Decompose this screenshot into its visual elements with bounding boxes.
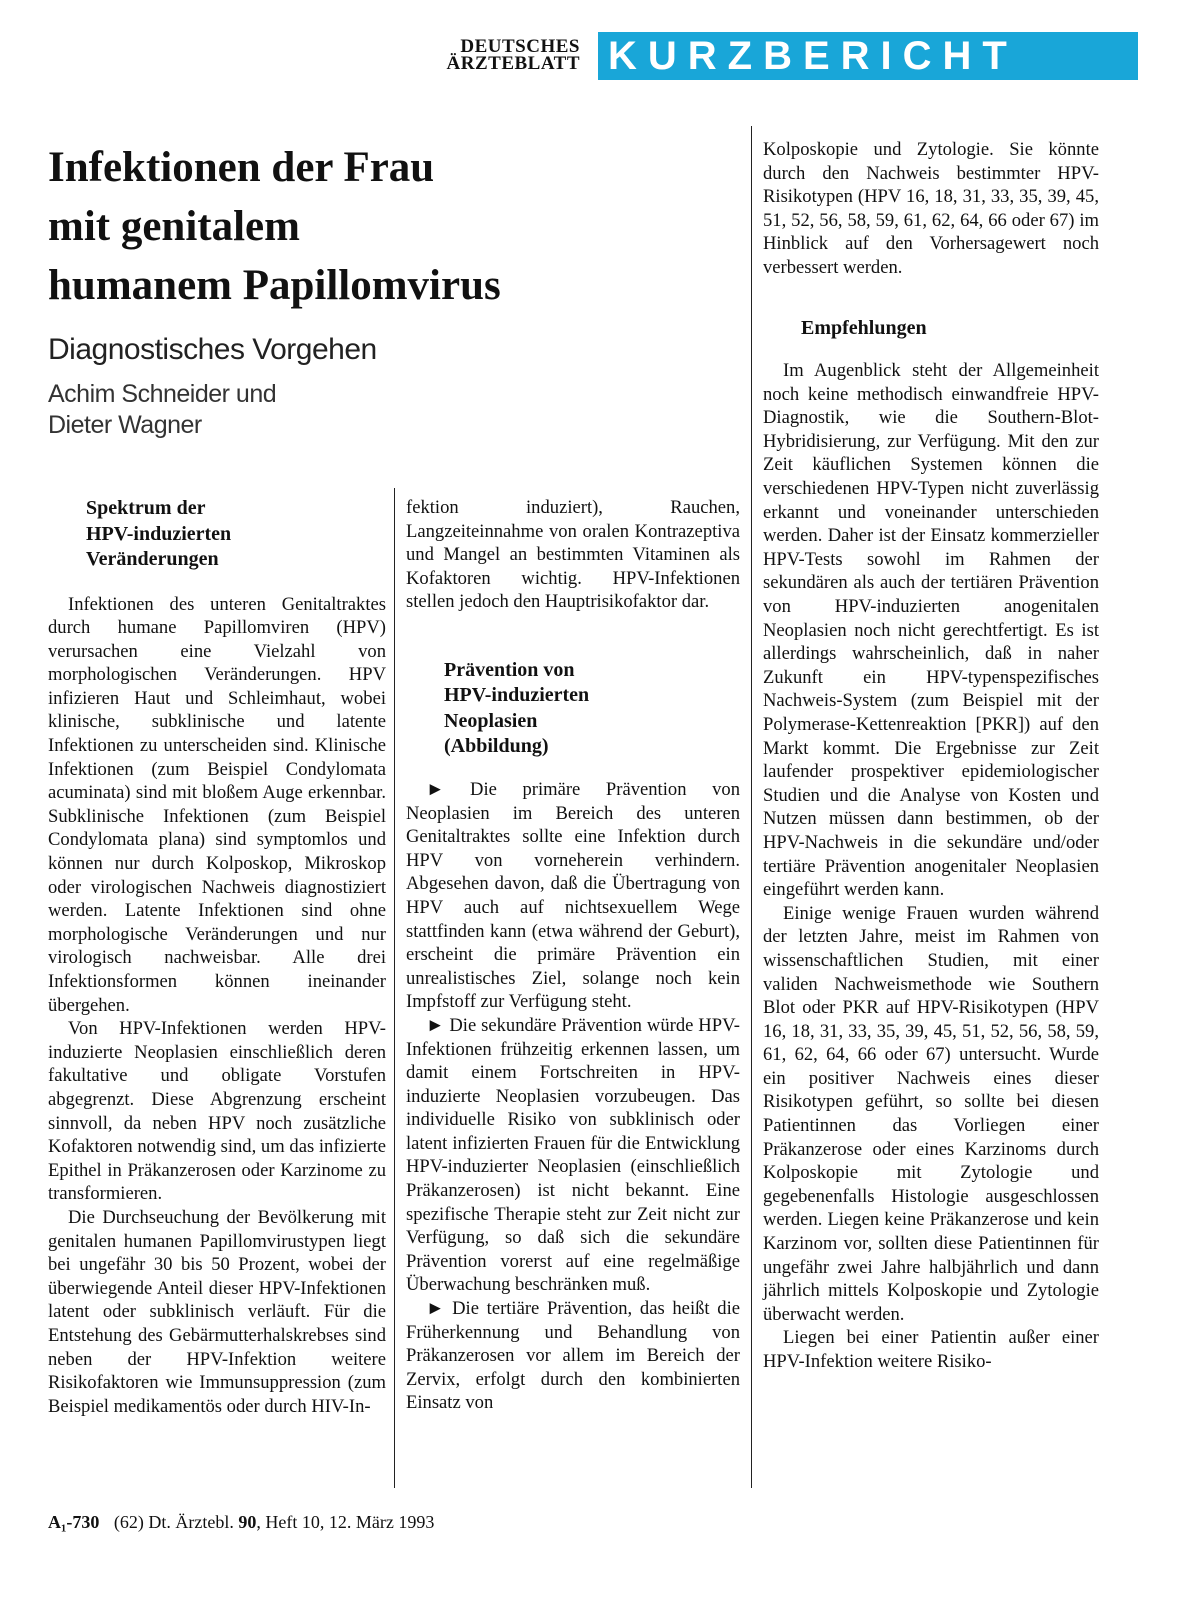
text-column-2 <box>406 496 740 1415</box>
triangle-bullet-icon: ► <box>426 1298 445 1320</box>
author-line-2: Dieter Wagner <box>48 411 202 439</box>
heading-line-3: Veränderungen <box>86 548 219 570</box>
author-list <box>48 379 748 441</box>
masthead-line-1: DEUTSCHES <box>460 36 580 57</box>
issue-date: , Heft 10, 12. März 1993 <box>256 1512 435 1532</box>
section-heading-spektrum <box>48 496 386 573</box>
triangle-bullet-icon: ► <box>426 778 445 800</box>
paragraph-text: Die sekundäre Prävention würde HPV-Infektionen frühzeitig erkennen lassen, um damit einem Fortschreiten in HPV-induzierte Neoplasien vorzubeugen. Das individuelle Risiko von subklinisch oder latent infizierten Frauen für die Entwicklung HPV-induzierter Neoplasien (einschließlich Präkanzerosen) ist nicht bekannt. Eine spezifische Therapie steht zur Zeit nicht zur Verfügung, so daß sich die sekundäre Prävention vorerst auf eine regelmäßige Überwachung beschränken muß. <box>406 1014 740 1296</box>
triangle-bullet-icon: ► <box>426 1014 445 1036</box>
paragraph: Die Durchseuchung der Bevölkerung mit genitalen humanen Papillomvirustypen liegt bei ungefähr 30 bis 50 Prozent, wobei der überwiegende Anteil dieser HPV-Infektionen latent oder subklinisch verläuft. Für die Entstehung des Gebärmutterhalskrebses sind neben der HPV-Infektion weitere Risikofaktoren wie Immunsuppression (zum Beispiel medikamentös oder durch HIV-In- <box>48 1206 386 1417</box>
heading-line-1: Prävention von <box>444 658 575 681</box>
masthead-line-2: ÄRZTEBLATT <box>446 53 580 74</box>
paragraph-tertiary-prevention <box>406 1297 740 1415</box>
page-footer <box>48 1512 748 1533</box>
paragraph: Infektionen des unteren Genitaltraktes durch humane Papillomviren (HPV) verursachen eine Vielzahl von morphologischen Veränderungen. HPV infizieren Haut und Schleimhaut, wobei klinische, subklinische und latente Infektionen zu unterscheiden sind. Klinische Infektionen (zum Beispiel Condylomata acuminata) sind mit bloßem Auge erkennbar. Subklinische Infektionen (zum Beispiel Condylomata plana) sind symptomlos und können nur durch Kolposkop, Mikroskop oder virologischen Nachweis diagnostiziert werden. Latente Infektionen sind ohne morphologische Veränderungen und nur virologisch nachweisbar. Alle drei Infektionsformen können ineinander übergehen. <box>48 593 386 1016</box>
text-column-1 <box>48 496 386 1418</box>
paragraph: Im Augenblick steht der Allgemeinheit noch keine methodisch einwandfreie HPV-Diagnostik, wie die Southern-Blot-Hybridisierung, zur Verfügung. Mit den zur Zeit käuflichen Systemen können die verschiedenen HPV-Typen nicht zuverlässig erkannt und voneinander unterschieden werden. Daher ist der Einsatz kommerzieller HPV-Tests sowohl im Rahmen der sekundären als auch der tertiären Prävention von HPV-induzierten anogenitalen Neoplasien noch nicht gerechtfertigt. Es ist allerdings wahrscheinlich, daß in naher Zukunft ein HPV-typenspezifisches Nachweis-System (zum Beispiel mit der Polymerase-Kettenreaktion [PKR]) auf den Markt kommt. Die Ergebnisse zur Zeit laufender prospektiver epidemiologischer Studien und die Analyse von Kosten und Nutzen müssen dann bestimmen, ob der HPV-Nachweis in die sekundäre und/oder tertiäre Prävention anogenitaler Neoplasien eingeführt werden kann. <box>763 360 1099 901</box>
article-subtitle: Diagnostisches Vorgehen <box>48 333 377 366</box>
heading-line-2: HPV-induzierten <box>86 522 232 545</box>
author-line-1: Achim Schneider und <box>48 380 277 408</box>
section-heading-praevention <box>406 658 740 760</box>
heading-line-2: HPV-induzierten <box>444 684 590 707</box>
section-heading-empfehlungen: Empfehlungen <box>801 316 927 339</box>
article-title <box>48 138 748 315</box>
paragraph-secondary-prevention <box>406 1014 740 1297</box>
title-block <box>48 138 748 441</box>
paragraph-text: Die primäre Prävention von Neoplasien im Bereich des unteren Genitaltraktes sollte eine Infektion durch HPV von vorneherein verhindern. Abgesehen davon, daß die Übertragung von HPV auch auf nichtsexuellem Wege stattfinden kann (etwa während der Geburt), erscheint die primäre Prävention ein unrealistisches Ziel, solange noch kein Impfstoff zur Verfügung steht. <box>406 778 740 1013</box>
heading-line-3: Neoplasien <box>444 709 538 732</box>
paragraph-continued: fektion induziert), Rauchen, Langzeiteinnahme von oralen Kontrazeptiva und Mangel an bestimmten Vitaminen als Kofaktoren wichtig. HPV-Infektionen stellen jedoch den Hauptrisikofaktor dar. <box>406 497 740 613</box>
title-line-3: humanem Papillomvirus <box>48 262 501 309</box>
paragraph: Von HPV-Infektionen werden HPV-induzierte Neoplasien einschließlich deren fakultative und obligate Vorstufen abgegrenzt. Diese Abgrenzung erscheint sinnvoll, da neben HPV noch zusätzliche Kofaktoren notwendig sind, um das infizierte Epithel in Präkanzerosen oder Karzinome zu transformieren. <box>48 1018 386 1205</box>
title-line-2: mit genitalem <box>48 203 300 250</box>
text-column-3 <box>763 138 1099 1374</box>
page-header <box>0 0 1178 100</box>
paragraph-continued: Kolposkopie und Zytologie. Sie könnte durch den Nachweis bestimmter HPV-Risikotypen (HPV 16, 18, 31, 33, 35, 39, 45, 51, 52, 56, 58, 59, 61, 62, 64, 66 oder 67) im Hinblick auf den Vorhersagewert noch verbessert werden. <box>763 139 1099 278</box>
column-divider-right <box>751 126 752 1488</box>
paragraph: Liegen bei einer Patientin außer einer HPV-Infektion weitere Risiko- <box>763 1327 1099 1372</box>
heading-line-1: Spektrum der <box>86 497 206 519</box>
volume-number: 90 <box>238 1512 257 1532</box>
paragraph: Einige wenige Frauen wurden während der letzten Jahre, meist im Rahmen von wissenschaftlichen Studien, mit einer validen Nachweismethode wie Southern Blot oder PKR auf HPV-Risikotypen (HPV 16, 18, 31, 33, 35, 39, 45, 51, 52, 56, 58, 59, 61, 62, 64, 66 oder 67) untersucht. Wurde ein positiver Nachweis eines dieser Risikotypen geführt, so sollte bei diesen Patientinnen das Vorliegen einer Präkanzerose oder eines Karzinoms durch Kolposkopie mit Zytologie und gegebenenfalls Histologie ausgeschlossen werden. Liegen keine Präkanzerose und kein Karzinom vor, sollten diese Patientinnen für ungefähr zwei Jahre halbjährlich und dann jährlich mittels Kolposkopie und Zytologie überwacht werden. <box>763 902 1099 1325</box>
page-number: A₁-730 <box>48 1512 100 1532</box>
paragraph-primary-prevention <box>406 778 740 1014</box>
journal-citation: (62) Dt. Ärztebl. <box>113 1512 234 1532</box>
column-divider-left <box>394 488 395 1488</box>
title-line-1: Infektionen der Frau <box>48 144 435 191</box>
journal-masthead <box>400 38 580 72</box>
heading-line-4: (Abbildung) <box>444 735 549 758</box>
paragraph-text: Die tertiäre Prävention, das heißt die Früherkennung und Behandlung von Präkanzerosen vor allem im Bereich der Zervix, erfolgt durch den kombinierten Einsatz von <box>406 1298 740 1414</box>
section-banner: KURZBERICHT <box>598 32 1138 80</box>
